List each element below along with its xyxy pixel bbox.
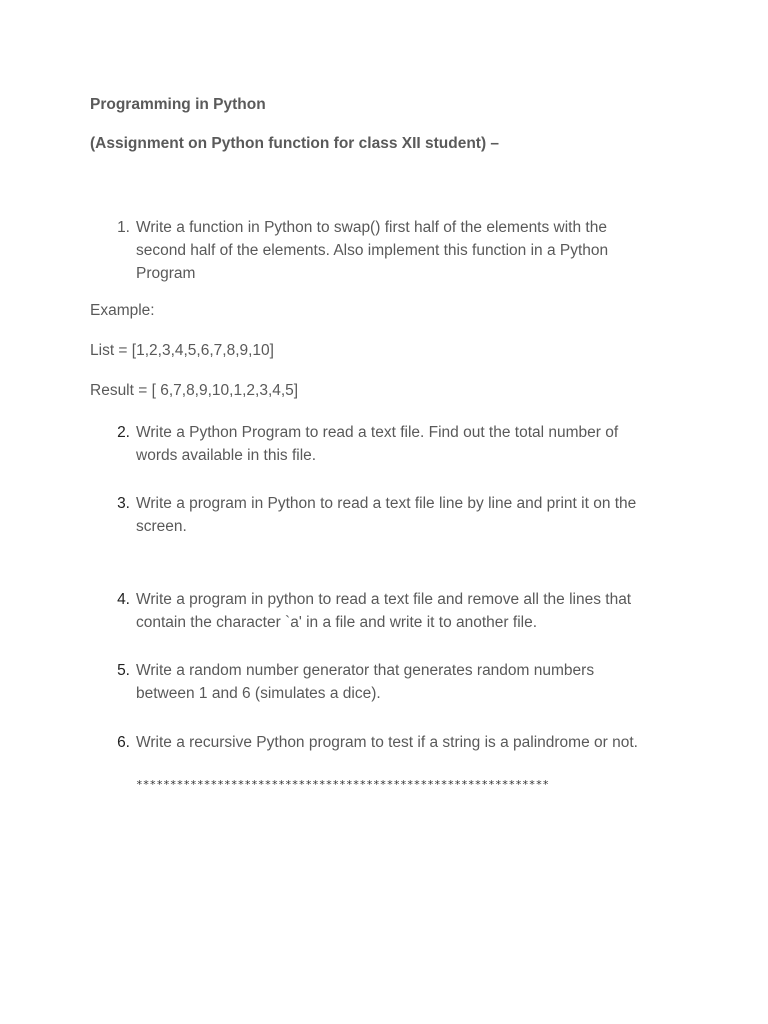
question-number: 2. <box>117 424 130 441</box>
question-text: Write a recursive Python program to test if a string is a palindrome or not. <box>136 734 638 751</box>
question-number: 1. <box>117 219 130 236</box>
question-text: Write a program in Python to read a text file line by line and print it on the screen. <box>136 495 637 535</box>
question-text: Write a program in python to read a text file and remove all the lines that contain the character `a' in a file and write it to another file. <box>136 591 632 631</box>
section-divider: ************************************************************* <box>136 778 550 791</box>
question-item <box>108 421 668 467</box>
document-title: Programming in Python <box>90 96 266 113</box>
question-text: Write a random number generator that generates random numbers between 1 and 6 (simulates a dice). <box>136 662 595 702</box>
question-number: 4. <box>117 591 130 608</box>
question-number: 5. <box>117 662 130 679</box>
example-result: Result = [ 6,7,8,9,10,1,2,3,4,5] <box>90 382 299 399</box>
question-item <box>108 731 668 754</box>
question-number: 6. <box>117 734 130 751</box>
question-item <box>108 216 668 285</box>
question-item <box>108 492 668 538</box>
example-list: List = [1,2,3,4,5,6,7,8,9,10] <box>90 342 274 359</box>
question-item <box>108 588 668 634</box>
question-text: Write a Python Program to read a text file. Find out the total number of words available in this file. <box>136 424 619 464</box>
document-subtitle: (Assignment on Python function for class XII student) – <box>90 135 500 152</box>
question-item <box>108 659 668 705</box>
example-label: Example: <box>90 302 155 319</box>
question-number: 3. <box>117 495 130 512</box>
question-text: Write a function in Python to swap() first half of the elements with the second half of the elements. Also implement this function in a Python Program <box>136 219 609 282</box>
